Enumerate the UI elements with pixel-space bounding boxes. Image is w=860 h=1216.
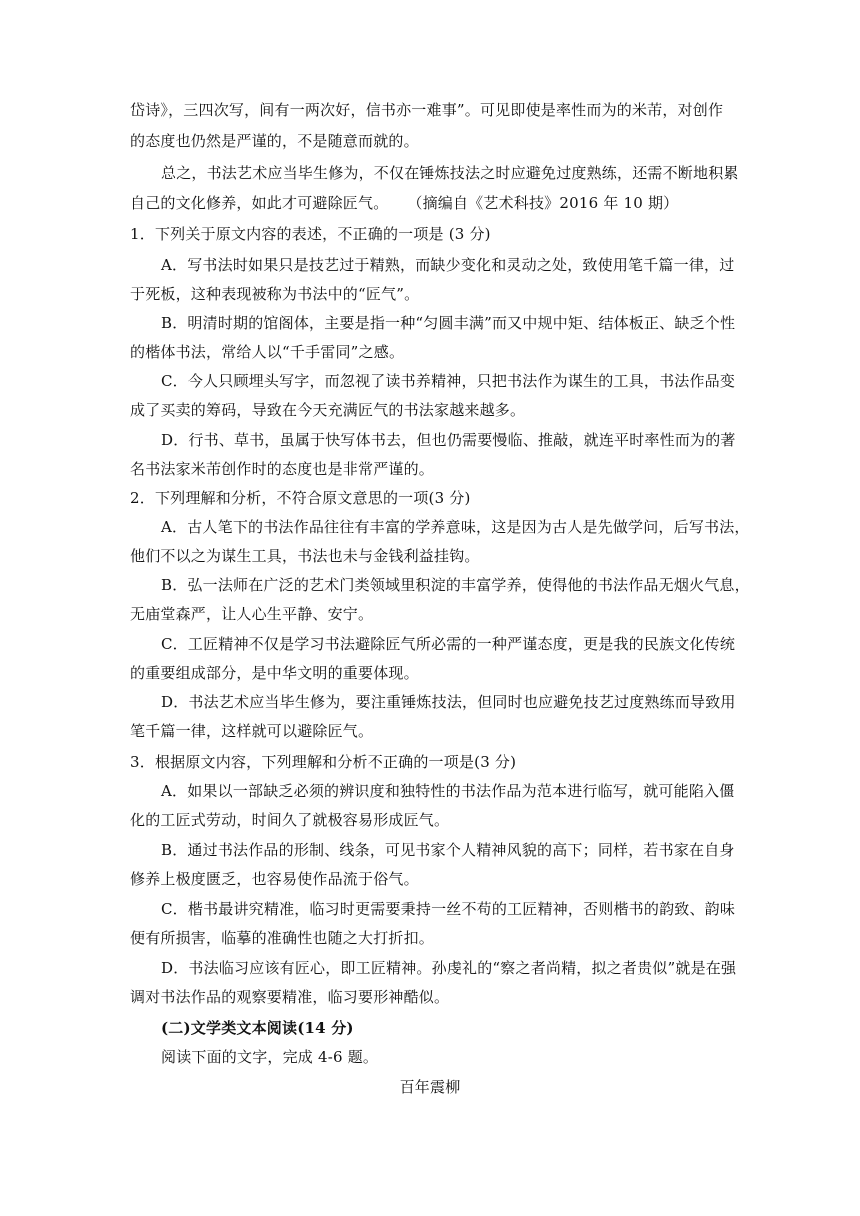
q1-option-c-line-2: 成了买卖的筹码，导致在今天充满匠气的书法家越来越多。 [130,401,526,419]
question-3-stem: 3．根据原文内容，下列理解和分析不正确的一项是(3 分) [130,753,517,771]
q2-option-a-line-1: A．古人笔下的书法作品往往有丰富的学养意味，这是因为古人是先做学问，后写书法， [161,518,750,536]
q2-option-b-line-1: B．弘一法师在广泛的艺术门类领域里积淀的丰富学养，使得他的书法作品无烟火气息， [161,576,750,594]
intro-line-2: 的态度也仍然是严谨的，不是随意而就的。 [130,132,419,150]
q1-option-b-line-2: 的楷体书法，常给人以“千手雷同”之感。 [130,343,405,361]
q2-option-d-line-2: 笔千篇一律，这样就可以避除匠气。 [130,722,374,740]
q3-option-a-line-2: 化的工匠式劳动，时间久了就极容易形成匠气。 [130,811,450,829]
intro-line-4 [130,193,730,213]
question-1-stem: 1．下列关于原文内容的表述，不正确的一项是 (3 分) [130,225,491,243]
intro-line-4-text: 自己的文化修养，如此才可避除匠气。 [130,194,389,212]
q2-option-c-line-1: C．工匠精神不仅是学习书法避除匠气所必需的一种严谨态度，更是我的民族文化传统 [161,635,736,653]
section-heading: (二)文学类文本阅读(14 分) [161,1019,354,1037]
q1-option-a-line-1: A．写书法时如果只是技艺过于精熟，而缺少变化和灵动之处，致使用笔千篇一律，过 [161,256,735,274]
q3-option-c-line-2: 便有所损害，临摹的准确性也随之大打折扣。 [130,929,435,947]
q1-option-b-line-1: B．明清时期的馆阁体，主要是指一种“匀圆丰满”而又中规中矩、结体板正、缺乏个性 [161,314,736,332]
q1-option-c-line-1: C．今人只顾埋头写字，而忽视了读书养精神，只把书法作为谋生的工具，书法作品变 [161,372,736,390]
q3-option-b-line-2: 修养上极度匮乏，也容易使作品流于俗气。 [130,870,419,888]
q1-option-d-line-1: D．行书、草书，虽属于快写体书去，但也仍需要慢临、推敲，就连平时率性而为的著 [161,431,736,449]
q3-option-c-line-1: C．楷书最讲究精准，临习时更需要秉持一丝不苟的工匠精神，否则楷书的韵致、韵味 [161,900,736,918]
q2-option-c-line-2: 的重要组成部分，是中华文明的重要体现。 [130,664,419,682]
section-instruction: 阅读下面的文字，完成 4-6 题。 [161,1048,379,1066]
q2-option-a-line-2: 他们不以之为谋生工具，书法也未与金钱利益挂钩。 [130,547,480,565]
intro-line-1: 岱诗》，三四次写，间有一两次好，信书亦一难事”。可见即使是率性而为的米芾，对创作 [130,101,724,119]
q2-option-b-line-2: 无庙堂森严，让人心生平静、安宁。 [130,605,374,623]
q1-option-a-line-2: 于死板，这种表现被称为书法中的“匠气”。 [130,285,420,303]
source-citation: （摘编自《艺术科技》2016 年 10 期） [407,194,679,212]
q2-option-d-line-1: D．书法艺术应当毕生修为，要注重锤炼技法，但同时也应避免技艺过度熟练而导致用 [161,693,736,711]
question-2-stem: 2．下列理解和分析，不符合原文意思的一项(3 分) [130,489,471,507]
q3-option-a-line-1: A．如果以一部缺乏必须的辨识度和独特性的书法作品为范本进行临写，就可能陷入僵 [161,782,735,800]
q3-option-d-line-1: D．书法临习应该有匠心，即工匠精神。孙虔礼的“察之者尚精，拟之者贵似”就是在强 [161,959,737,977]
q1-option-d-line-2: 名书法家米芾创作时的态度也是非常严谨的。 [130,460,435,478]
q3-option-d-line-2: 调对书法作品的观察要精准，临习要形神酷似。 [130,988,450,1006]
q3-option-b-line-1: B．通过书法作品的形制、线条，可见书家个人精神风貌的高下；同样，若书家在自身 [161,841,735,859]
intro-line-3: 总之，书法艺术应当毕生修为，不仅在锤炼技法之时应避免过度熟练，还需不断地积累 [161,164,739,182]
passage-title: 百年震柳 [399,1078,461,1096]
